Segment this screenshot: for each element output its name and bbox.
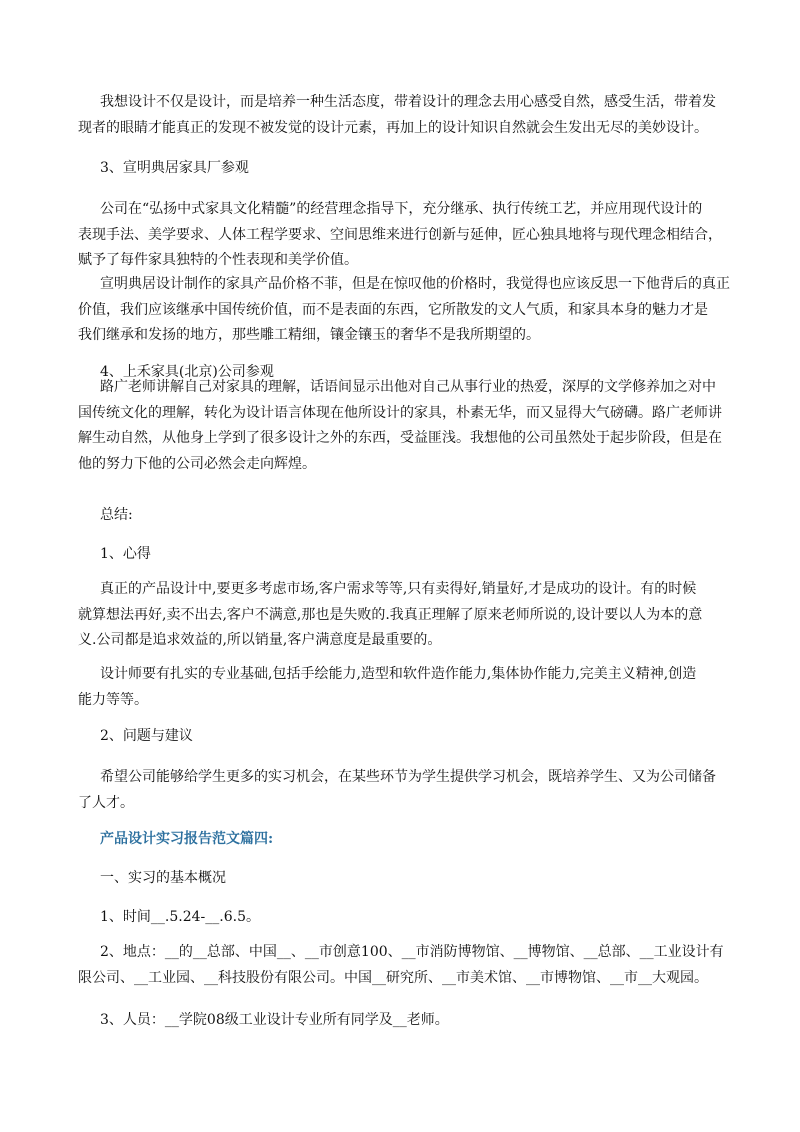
text-line: 就算想法再好,卖不出去,客户不满意,那也是失败的.我真正理解了原来老师所说的,设计要以人为本的意 bbox=[78, 606, 703, 623]
text-line: 现者的眼睛才能真正的发现不被发觉的设计元素，再加上的设计知识自然就会生发出无尽的美妙设计。 bbox=[78, 119, 708, 136]
text-line: 了人才。 bbox=[78, 794, 134, 811]
text-line: 宣明典居设计制作的家具产品价格不菲，但是在惊叹他的价格时，我觉得也应该反思一下他背后的真正 bbox=[100, 276, 730, 292]
heading-basic-overview: 一、实习的基本概况 bbox=[100, 870, 226, 886]
text-line: 价值，我们应该继承中国传统价值，而不是表面的东西，它所散发的文人气质，和家具本身的魅力才是 bbox=[78, 301, 708, 318]
heading-experience: 1、心得 bbox=[100, 546, 151, 562]
paragraph-suggestion bbox=[78, 765, 730, 816]
text-line: 公司在“弘扬中式家具文化精髓”的经营理念指导下，充分继承、执行传统工艺，并应用现代设计的 bbox=[100, 201, 703, 217]
text-line: 我想设计不仅是设计，而是培养一种生活态度，带着设计的理念去用心感受自然，感受生活，带着发 bbox=[100, 94, 716, 110]
paragraph-design-attitude bbox=[78, 90, 730, 141]
text-line: 限公司、__工业园、__科技股份有限公司。中国__研究所、__市美术馆、__市博物馆、__市__大观园。 bbox=[78, 969, 708, 986]
text-line: 我们继承和发扬的地方，那些雕工精细，镶金镶玉的奢华不是我所期望的。 bbox=[78, 327, 540, 343]
text-line: 国传统文化的理解，转化为设计语言体现在他所设计的家具，朴素无华，而又显得大气磅礴。路广老师讲 bbox=[78, 404, 722, 421]
text-line: 2、地点：__的__总部、中国__、__市创意100、__市消防博物馆、__博物馆、__总部、__工业设计有 bbox=[100, 944, 724, 960]
text-line: 能力等等。 bbox=[78, 691, 148, 708]
paragraph-designer-skills bbox=[78, 662, 730, 713]
heading-summary: 总结: bbox=[100, 507, 133, 523]
internship-time: 1、时间__.5.24-__.6.5。 bbox=[100, 909, 260, 925]
text-line: 义.公司都是追求效益的,所以销量,客户满意度是最重要的。 bbox=[78, 632, 442, 648]
heading-xuanming-visit: 3、宣明典居家具厂参观 bbox=[100, 160, 249, 176]
text-line: 希望公司能够给学生更多的实习机会，在某些环节为学生提供学习机会，既培养学生、又为公司储备 bbox=[100, 769, 716, 785]
heading-shanghe-visit: 4、上禾家具(北京)公司参观 bbox=[100, 364, 274, 380]
text-line: 赋予了每件家具独特的个性表现和美学价值。 bbox=[78, 252, 358, 268]
text-line: 他的努力下他的公司必然会走向辉煌。 bbox=[78, 455, 316, 472]
text-line: 路广老师讲解自己对家具的理解，话语间显示出他对自己从事行业的热爱，深厚的文学修养加之对中 bbox=[100, 379, 716, 395]
paragraph-market-consideration bbox=[78, 577, 730, 654]
heading-issues-suggestions: 2、问题与建议 bbox=[100, 728, 193, 744]
paragraph-company-philosophy bbox=[78, 197, 730, 274]
text-line: 设计师要有扎实的专业基础,包括手绘能力,造型和软件造作能力,集体协作能力,完美主义精神,创造 bbox=[100, 666, 697, 682]
text-line: 真正的产品设计中,要更多考虑市场,客户需求等等,只有卖得好,销量好,才是成功的设计。有的时候 bbox=[100, 581, 697, 597]
paragraph-teacher-lu bbox=[78, 375, 730, 477]
paragraph-product-value bbox=[78, 272, 730, 349]
text-line: 解生动自然，从他身上学到了很多设计之外的东西，受益匪浅。我想他的公司虽然处于起步阶段，但是在 bbox=[78, 430, 722, 446]
section-title: 产品设计实习报告范文篇四: bbox=[100, 831, 274, 847]
text-line: 表现手法、美学要求、人体工程学要求、空间思维来进行创新与延伸，匠心独具地将与现代理念相结合， bbox=[78, 226, 722, 243]
paragraph-locations bbox=[78, 940, 730, 991]
internship-personnel: 3、人员：__学院08级工业设计专业所有同学及__老师。 bbox=[100, 1012, 449, 1028]
